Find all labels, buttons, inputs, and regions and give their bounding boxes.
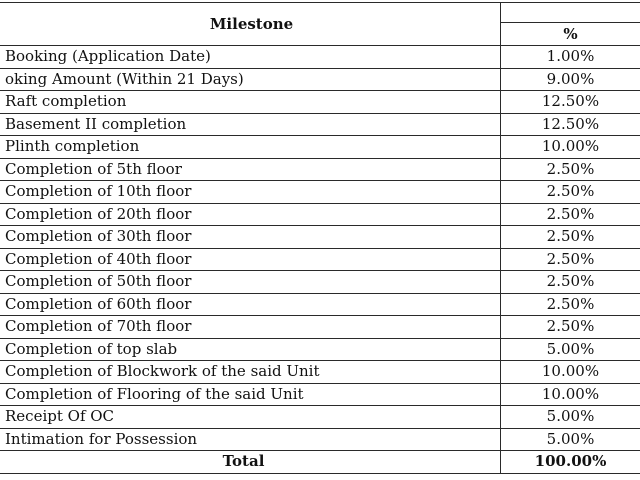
milestone-column-header: Milestone [0, 3, 501, 46]
milestone-cell: Completion of 30th floor [0, 226, 501, 249]
milestone-cell: Completion of Flooring of the said Unit [0, 383, 501, 406]
table-row [0, 136, 640, 159]
percent-cell: 2.50% [501, 226, 640, 249]
table-row [0, 361, 640, 384]
table-row [0, 113, 640, 136]
table-row [0, 68, 640, 91]
milestone-cell: Intimation for Possession [0, 428, 501, 451]
percent-cell: 5.00% [501, 406, 640, 429]
milestone-cell: Completion of 10th floor [0, 181, 501, 204]
table-row [0, 338, 640, 361]
milestone-cell: oking Amount (Within 21 Days) [0, 68, 501, 91]
total-percent: 100.00% [501, 451, 640, 474]
table-row [0, 226, 640, 249]
table-row [0, 248, 640, 271]
percent-cell: 2.50% [501, 271, 640, 294]
milestone-cell: Raft completion [0, 91, 501, 114]
percent-cell: 2.50% [501, 203, 640, 226]
percent-cell: 2.50% [501, 248, 640, 271]
percent-cell: 10.00% [501, 361, 640, 384]
table-row [0, 383, 640, 406]
percent-cell: 2.50% [501, 158, 640, 181]
payment-plan-table [0, 2, 640, 474]
table-row [0, 406, 640, 429]
milestone-cell: Plinth completion [0, 136, 501, 159]
table-row [0, 91, 640, 114]
percent-cell: 2.50% [501, 181, 640, 204]
table-row [0, 181, 640, 204]
percent-cell: 2.50% [501, 316, 640, 339]
percent-cell: 12.50% [501, 91, 640, 114]
total-label: Total [0, 451, 501, 474]
percent-cell: 12.50% [501, 113, 640, 136]
milestone-cell: Basement II completion [0, 113, 501, 136]
percent-cell: 2.50% [501, 293, 640, 316]
percent-column-header: % [501, 23, 640, 46]
milestone-cell: Completion of 20th floor [0, 203, 501, 226]
percent-cell: 9.00% [501, 68, 640, 91]
table-row [0, 316, 640, 339]
percent-cell: 10.00% [501, 383, 640, 406]
milestone-cell: Completion of 50th floor [0, 271, 501, 294]
percent-cell: 5.00% [501, 338, 640, 361]
table-row [0, 203, 640, 226]
milestone-cell: Completion of 70th floor [0, 316, 501, 339]
percent-cell: 1.00% [501, 46, 640, 69]
milestone-cell: Booking (Application Date) [0, 46, 501, 69]
milestone-cell: Completion of Blockwork of the said Unit [0, 361, 501, 384]
table-row [0, 271, 640, 294]
milestone-cell: Completion of top slab [0, 338, 501, 361]
milestone-cell: Completion of 5th floor [0, 158, 501, 181]
header-blank-cell [501, 3, 640, 23]
table-row [0, 293, 640, 316]
table-row [0, 428, 640, 451]
table-row [0, 158, 640, 181]
total-row [0, 451, 640, 474]
percent-cell: 10.00% [501, 136, 640, 159]
table-row [0, 46, 640, 69]
milestone-cell: Completion of 60th floor [0, 293, 501, 316]
milestone-cell: Completion of 40th floor [0, 248, 501, 271]
milestone-cell: Receipt Of OC [0, 406, 501, 429]
header-row-top [0, 3, 640, 23]
percent-cell: 5.00% [501, 428, 640, 451]
